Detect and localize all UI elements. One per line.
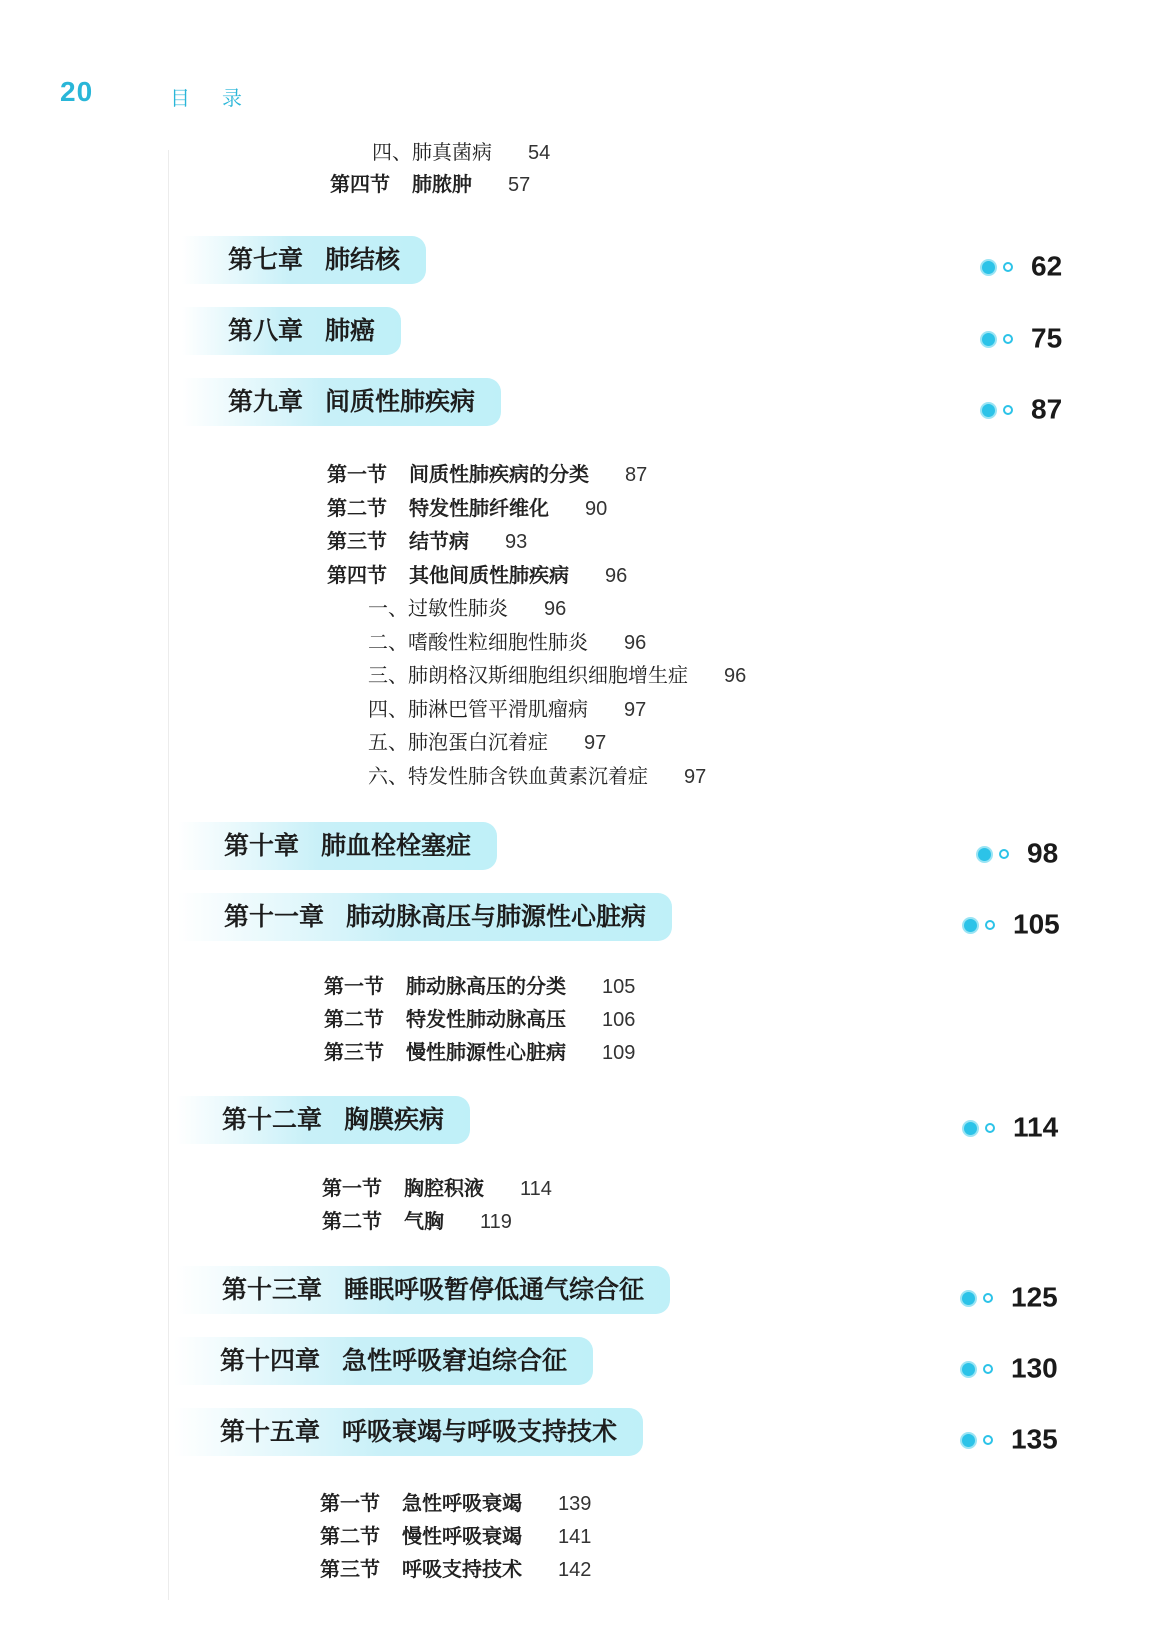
chapter-title: 肺血栓栓塞症 (321, 831, 472, 860)
toc-section[interactable] (327, 561, 627, 590)
toc-page: 87 (625, 464, 648, 486)
toc-section-no: 第三节 (320, 1557, 380, 1581)
chapter-title: 肺结核 (325, 245, 401, 274)
toc-subsection[interactable] (368, 728, 606, 757)
toc-page: 96 (624, 632, 647, 654)
chapter-no: 第十三章 (222, 1275, 323, 1304)
chapter-page: 105 (962, 904, 1060, 944)
toc-page: 139 (558, 1493, 592, 1515)
toc-page: 93 (505, 531, 528, 553)
toc-label: 间质性肺疾病的分类 (409, 462, 589, 486)
bullet-dots-icon (962, 905, 995, 945)
chapter-title: 急性呼吸窘迫综合征 (342, 1346, 568, 1375)
chapter-no: 第十二章 (222, 1105, 323, 1134)
toc-label: 结节病 (409, 529, 469, 553)
toc-label: 特发性肺动脉高压 (406, 1007, 566, 1031)
toc-section-no: 第一节 (324, 974, 384, 998)
toc-section-no: 第二节 (322, 1209, 382, 1233)
toc-section-no: 第四节 (330, 172, 390, 196)
toc-label: 慢性呼吸衰竭 (402, 1524, 522, 1548)
chapter-heading[interactable] (178, 822, 497, 870)
toc-section[interactable] (320, 1555, 591, 1584)
toc-label: 呼吸支持技术 (402, 1557, 522, 1581)
toc-label: 气胸 (404, 1209, 444, 1233)
toc-page: 109 (602, 1042, 636, 1064)
toc-section[interactable] (322, 1174, 552, 1203)
chapter-heading[interactable] (178, 893, 672, 941)
chapter-heading[interactable] (174, 1337, 593, 1385)
toc-page: 142 (558, 1559, 592, 1581)
toc-section-no: 第二节 (320, 1524, 380, 1548)
toc-page: 96 (605, 565, 628, 587)
toc-page: 114 (520, 1178, 552, 1200)
chapter-heading[interactable] (176, 1096, 470, 1144)
toc-section[interactable] (324, 972, 635, 1001)
bullet-dots-icon (980, 319, 1013, 359)
toc-section[interactable] (330, 170, 530, 199)
toc-section[interactable] (324, 1038, 635, 1067)
chapter-page: 62 (980, 246, 1062, 286)
chapter-heading[interactable] (182, 307, 401, 355)
chapter-no: 第七章 (228, 245, 304, 274)
chapter-page: 75 (980, 318, 1062, 358)
chapter-no: 第八章 (228, 316, 304, 345)
chapter-no: 第十章 (224, 831, 300, 860)
toc-subsection[interactable] (368, 594, 566, 623)
toc-label: 胸腔积液 (404, 1176, 484, 1200)
chapter-no: 第十四章 (220, 1346, 321, 1375)
toc-section-no: 第一节 (327, 462, 387, 486)
toc-label: 慢性肺源性心脏病 (406, 1040, 566, 1064)
chapter-title: 肺动脉高压与肺源性心脏病 (346, 902, 647, 931)
chapter-no: 第十一章 (224, 902, 325, 931)
chapter-page: 130 (960, 1348, 1058, 1388)
toc-label: 六、特发性肺含铁血黄素沉着症 (368, 764, 648, 788)
bullet-dots-icon (960, 1278, 993, 1318)
toc-section[interactable] (320, 1489, 591, 1518)
chapter-title: 肺癌 (325, 316, 376, 345)
toc-section-no: 第二节 (324, 1007, 384, 1031)
chapter-heading[interactable] (182, 378, 501, 426)
toc-subsection[interactable] (372, 138, 550, 167)
chapter-no: 第十五章 (220, 1417, 321, 1446)
toc-label: 急性呼吸衰竭 (402, 1491, 522, 1515)
chapter-heading[interactable] (174, 1408, 643, 1456)
chapter-page: 87 (980, 389, 1062, 429)
toc-label: 肺脓肿 (412, 172, 472, 196)
toc-page: 97 (624, 699, 647, 721)
toc-section-no: 第二节 (327, 496, 387, 520)
toc-section[interactable] (322, 1207, 512, 1236)
chapter-no: 第九章 (228, 387, 304, 416)
toc-label: 一、过敏性肺炎 (368, 596, 508, 620)
toc-label: 五、肺泡蛋白沉着症 (368, 730, 548, 754)
chapter-page: 114 (962, 1107, 1058, 1147)
toc-section[interactable] (320, 1522, 591, 1551)
toc-page: 96 (544, 598, 567, 620)
toc-section[interactable] (327, 494, 607, 523)
chapter-page: 135 (960, 1419, 1058, 1459)
chapter-title: 呼吸衰竭与呼吸支持技术 (342, 1417, 618, 1446)
chapter-page: 98 (976, 833, 1058, 873)
toc-section[interactable] (327, 460, 647, 489)
toc-section-no: 第四节 (327, 563, 387, 587)
bullet-dots-icon (980, 390, 1013, 430)
bullet-dots-icon (960, 1420, 993, 1460)
header-title: 目录 (170, 86, 274, 110)
page-number: 20 (60, 76, 94, 107)
toc-subsection[interactable] (368, 661, 746, 690)
bullet-dots-icon (962, 1108, 995, 1148)
bullet-dots-icon (980, 247, 1013, 287)
toc-page: 57 (508, 174, 531, 196)
toc-label: 三、肺朗格汉斯细胞组织细胞增生症 (368, 663, 688, 687)
chapter-title: 胸膜疾病 (344, 1105, 445, 1134)
toc-page: 119 (480, 1211, 512, 1233)
toc-label: 其他间质性肺疾病 (409, 563, 569, 587)
toc-page: 105 (602, 976, 636, 998)
toc-page: 90 (585, 498, 608, 520)
toc-label: 四、肺淋巴管平滑肌瘤病 (368, 697, 588, 721)
toc-subsection[interactable] (368, 762, 706, 791)
toc-label: 特发性肺纤维化 (409, 496, 549, 520)
chapter-heading[interactable] (182, 236, 426, 284)
chapter-title: 间质性肺疾病 (325, 387, 476, 416)
toc-section-no: 第三节 (324, 1040, 384, 1064)
toc-page: 141 (558, 1526, 592, 1548)
toc-page: 106 (602, 1009, 636, 1031)
toc-label: 肺动脉高压的分类 (406, 974, 566, 998)
toc-page: 96 (724, 665, 747, 687)
gutter-line (168, 150, 169, 1600)
toc-section-no: 第一节 (320, 1491, 380, 1515)
toc-label: 二、嗜酸性粒细胞性肺炎 (368, 630, 588, 654)
toc-subsection[interactable] (368, 628, 646, 657)
toc-page: 54 (528, 142, 551, 164)
toc-section-no: 第一节 (322, 1176, 382, 1200)
toc-label: 四、肺真菌病 (372, 140, 492, 164)
chapter-heading[interactable] (176, 1266, 670, 1314)
toc-section[interactable] (324, 1005, 635, 1034)
bullet-dots-icon (960, 1349, 993, 1389)
toc-page: 97 (684, 766, 707, 788)
toc-page: 97 (584, 732, 607, 754)
bullet-dots-icon (976, 834, 1009, 874)
chapter-page: 125 (960, 1277, 1058, 1317)
toc-subsection[interactable] (368, 695, 646, 724)
chapter-title: 睡眠呼吸暂停低通气综合征 (344, 1275, 645, 1304)
toc-section-no: 第三节 (327, 529, 387, 553)
toc-section[interactable] (327, 527, 527, 556)
